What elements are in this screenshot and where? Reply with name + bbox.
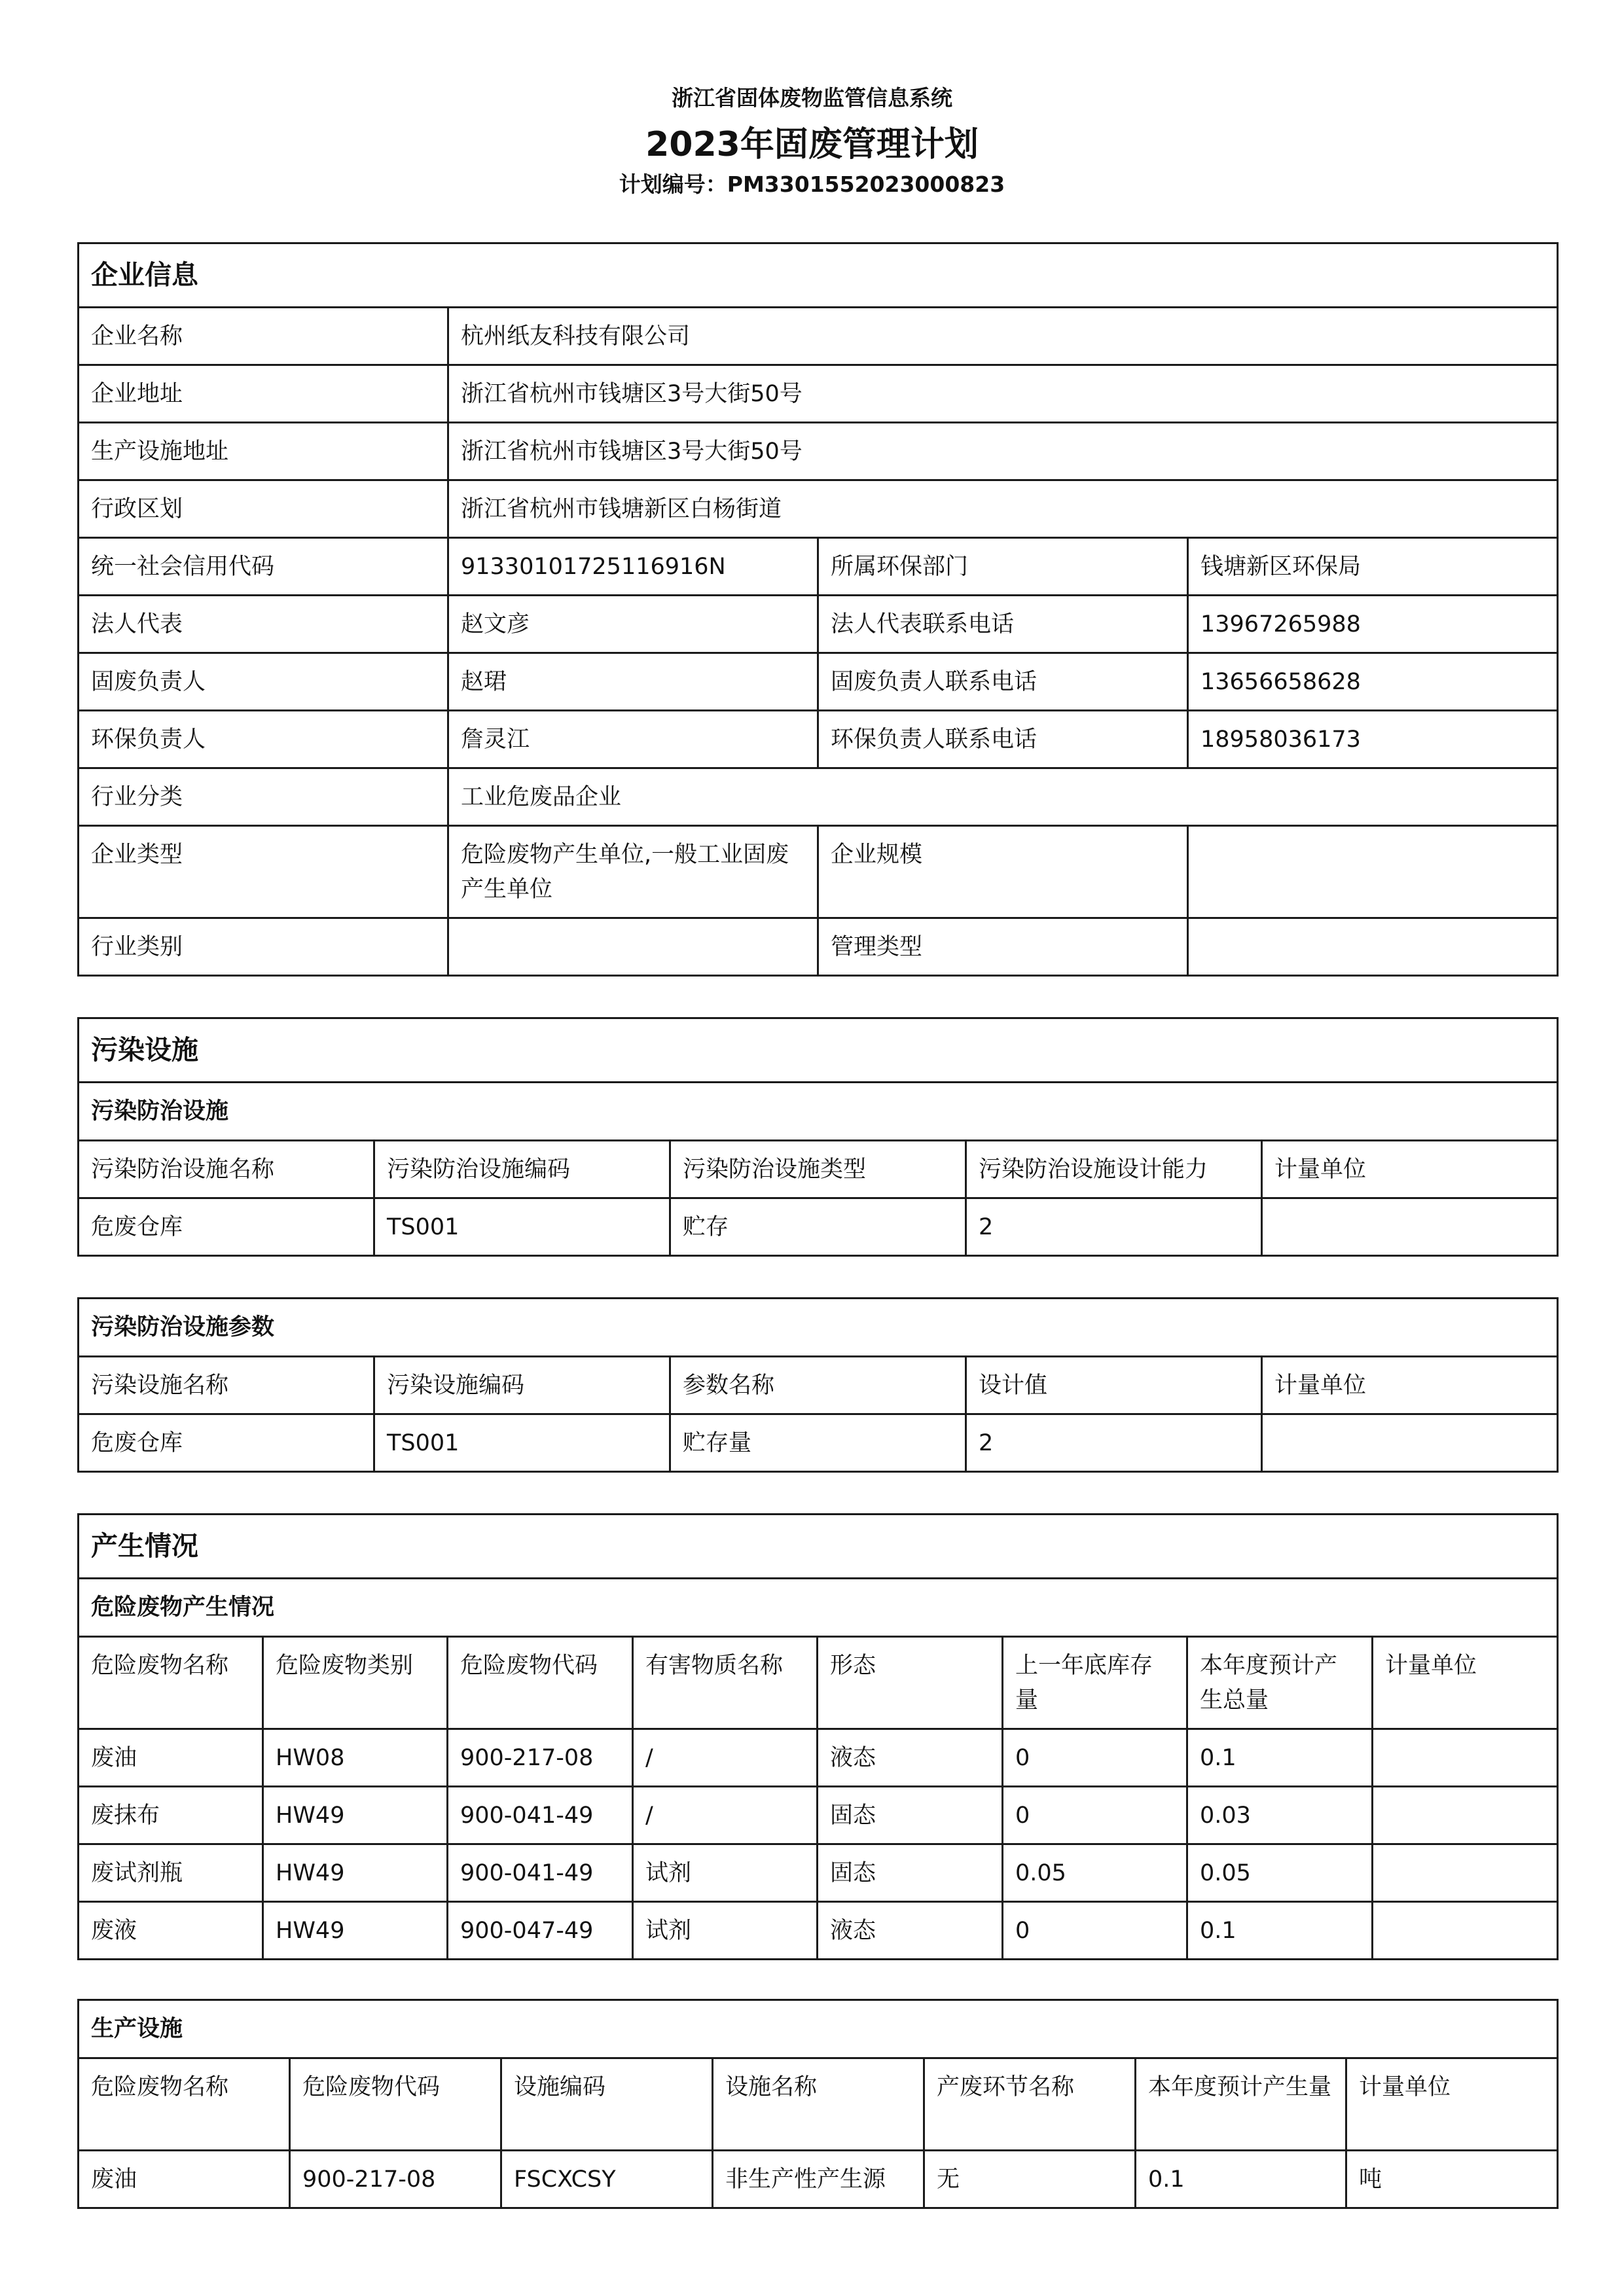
hazardous-waste-table	[77, 1513, 1559, 1960]
column-header: 产废环节名称	[924, 2058, 1136, 2151]
column-header: 上一年底库存量	[1003, 1637, 1187, 1729]
column-header: 设计值	[966, 1357, 1262, 1414]
column-header: 污染防治设施类型	[670, 1141, 966, 1198]
table-cell: 贮存	[670, 1198, 966, 1256]
table-cell: HW49	[263, 1902, 448, 1960]
table-cell: 0.05	[1003, 1844, 1187, 1902]
column-header: 计量单位	[1262, 1357, 1558, 1414]
facility-params-section	[77, 1297, 1557, 1473]
table-cell: 0	[1003, 1729, 1187, 1787]
enterprise-type: 危险废物产生单位,一般工业固废产生单位	[448, 826, 818, 918]
production-equipment-table	[77, 1999, 1559, 2209]
enterprise-address: 浙江省杭州市钱塘区3号大街50号	[448, 365, 1558, 423]
industry-class: 工业危废品企业	[448, 768, 1558, 826]
table-cell: 废试剂瓶	[79, 1844, 263, 1902]
industry-category	[448, 918, 818, 976]
field-label: 行业分类	[79, 768, 448, 826]
table-cell: 吨	[1346, 2151, 1558, 2208]
table-cell: /	[633, 1787, 818, 1844]
field-label: 法人代表	[79, 596, 448, 653]
table-cell: TS001	[374, 1414, 670, 1472]
subsection-title: 生产设施	[79, 2000, 1558, 2058]
enterprise-name: 杭州纸友科技有限公司	[448, 308, 1558, 365]
table-cell: 非生产性产生源	[713, 2151, 924, 2208]
pollution-facilities-section	[77, 1017, 1557, 1257]
field-label: 环保负责人	[79, 711, 448, 768]
field-label: 管理类型	[818, 918, 1188, 976]
table-row	[79, 2151, 1558, 2208]
table-cell: 0.1	[1187, 1902, 1373, 1960]
field-label: 环保负责人联系电话	[818, 711, 1188, 768]
legal-rep-phone: 13967265988	[1188, 596, 1558, 653]
facility-params-table	[77, 1297, 1559, 1473]
table-cell: HW08	[263, 1729, 448, 1787]
facility-address: 浙江省杭州市钱塘区3号大街50号	[448, 423, 1558, 480]
enterprise-info-table	[77, 242, 1559, 977]
column-header: 污染设施名称	[79, 1357, 374, 1414]
table-cell: 0	[1003, 1787, 1187, 1844]
legal-rep: 赵文彦	[448, 596, 818, 653]
field-label: 固废负责人联系电话	[818, 653, 1188, 711]
plan-code: 计划编号：PM3301552023000823	[619, 171, 1005, 197]
column-header: 危险废物类别	[263, 1637, 448, 1729]
table-cell: /	[633, 1729, 818, 1787]
table-row	[79, 1729, 1558, 1787]
table-cell: 0.1	[1187, 1729, 1373, 1787]
table-cell: 900-041-49	[448, 1787, 633, 1844]
table-row	[79, 1787, 1558, 1844]
field-label: 生产设施地址	[79, 423, 448, 480]
table-cell: TS001	[374, 1198, 670, 1256]
env-manager: 詹灵江	[448, 711, 818, 768]
section-title: 产生情况	[79, 1515, 1558, 1579]
table-cell: 固态	[818, 1787, 1003, 1844]
pollution-facilities-table	[77, 1017, 1559, 1257]
column-header: 参数名称	[670, 1357, 966, 1414]
subsection-title: 污染防治设施参数	[79, 1299, 1558, 1357]
section-title: 企业信息	[79, 243, 1558, 308]
column-header: 污染设施编码	[374, 1357, 670, 1414]
column-header: 污染防治设施编码	[374, 1141, 670, 1198]
table-cell: 0.05	[1187, 1844, 1373, 1902]
env-manager-phone: 18958036173	[1188, 711, 1558, 768]
table-cell	[1373, 1902, 1558, 1960]
waste-manager: 赵珺	[448, 653, 818, 711]
table-cell: 液态	[818, 1902, 1003, 1960]
table-cell: 900-041-49	[448, 1844, 633, 1902]
document-title: 2023年固废管理计划	[645, 125, 979, 164]
enterprise-info-section	[77, 242, 1557, 977]
field-label: 企业规模	[818, 826, 1188, 918]
table-cell: 贮存量	[670, 1414, 966, 1472]
table-row	[79, 1198, 1558, 1256]
field-label: 企业类型	[79, 826, 448, 918]
table-cell: HW49	[263, 1844, 448, 1902]
table-cell: 废液	[79, 1902, 263, 1960]
table-cell: 0	[1003, 1902, 1187, 1960]
field-label: 法人代表联系电话	[818, 596, 1188, 653]
column-header: 污染防治设施设计能力	[966, 1141, 1262, 1198]
table-cell: 液态	[818, 1729, 1003, 1787]
table-row	[79, 1414, 1558, 1472]
table-cell	[1373, 1844, 1558, 1902]
table-cell: 危废仓库	[79, 1198, 374, 1256]
column-header: 有害物质名称	[633, 1637, 818, 1729]
field-label: 所属环保部门	[818, 538, 1188, 596]
field-label: 企业名称	[79, 308, 448, 365]
table-cell: 废油	[79, 2151, 290, 2208]
table-cell: 无	[924, 2151, 1136, 2208]
column-header: 危险废物代码	[290, 2058, 501, 2151]
table-cell	[1373, 1729, 1558, 1787]
field-label: 固废负责人	[79, 653, 448, 711]
column-header: 计量单位	[1346, 2058, 1558, 2151]
table-cell: HW49	[263, 1787, 448, 1844]
table-cell: 危废仓库	[79, 1414, 374, 1472]
column-header: 设施编码	[501, 2058, 713, 2151]
table-cell: 废抹布	[79, 1787, 263, 1844]
column-header: 危险废物代码	[448, 1637, 633, 1729]
subsection-title: 污染防治设施	[79, 1083, 1558, 1141]
table-cell: 试剂	[633, 1902, 818, 1960]
table-cell: FSCXCSY	[501, 2151, 713, 2208]
column-header: 计量单位	[1262, 1141, 1558, 1198]
column-header: 本年度预计产生量	[1136, 2058, 1346, 2151]
credit-code: 91330101725116916N	[448, 538, 818, 596]
column-header: 计量单位	[1373, 1637, 1558, 1729]
column-header: 危险废物名称	[79, 2058, 290, 2151]
subsection-title: 危险废物产生情况	[79, 1579, 1558, 1637]
table-cell: 试剂	[633, 1844, 818, 1902]
enterprise-scale	[1188, 826, 1558, 918]
production-section	[77, 1513, 1557, 1960]
mgmt-type	[1188, 918, 1558, 976]
table-cell: 0.1	[1136, 2151, 1346, 2208]
column-header: 污染防治设施名称	[79, 1141, 374, 1198]
system-name: 浙江省固体废物监管信息系统	[672, 85, 952, 111]
column-header: 危险废物名称	[79, 1637, 263, 1729]
field-label: 统一社会信用代码	[79, 538, 448, 596]
district: 浙江省杭州市钱塘新区白杨街道	[448, 480, 1558, 538]
table-cell: 2	[966, 1414, 1262, 1472]
table-cell	[1373, 1787, 1558, 1844]
field-label: 企业地址	[79, 365, 448, 423]
table-cell: 废油	[79, 1729, 263, 1787]
table-row	[79, 1844, 1558, 1902]
table-cell: 0.03	[1187, 1787, 1373, 1844]
column-header: 设施名称	[713, 2058, 924, 2151]
column-header: 形态	[818, 1637, 1003, 1729]
table-cell	[1262, 1198, 1558, 1256]
section-title: 污染设施	[79, 1018, 1558, 1083]
table-cell: 900-047-49	[448, 1902, 633, 1960]
column-header: 本年度预计产生总量	[1187, 1637, 1373, 1729]
table-cell	[1262, 1414, 1558, 1472]
table-row	[79, 1902, 1558, 1960]
table-cell: 900-217-08	[290, 2151, 501, 2208]
table-cell: 2	[966, 1198, 1262, 1256]
env-dept: 钱塘新区环保局	[1188, 538, 1558, 596]
field-label: 行政区划	[79, 480, 448, 538]
field-label: 行业类别	[79, 918, 448, 976]
waste-manager-phone: 13656658628	[1188, 653, 1558, 711]
table-cell: 固态	[818, 1844, 1003, 1902]
table-cell: 900-217-08	[448, 1729, 633, 1787]
production-equipment-section	[77, 1999, 1557, 2209]
